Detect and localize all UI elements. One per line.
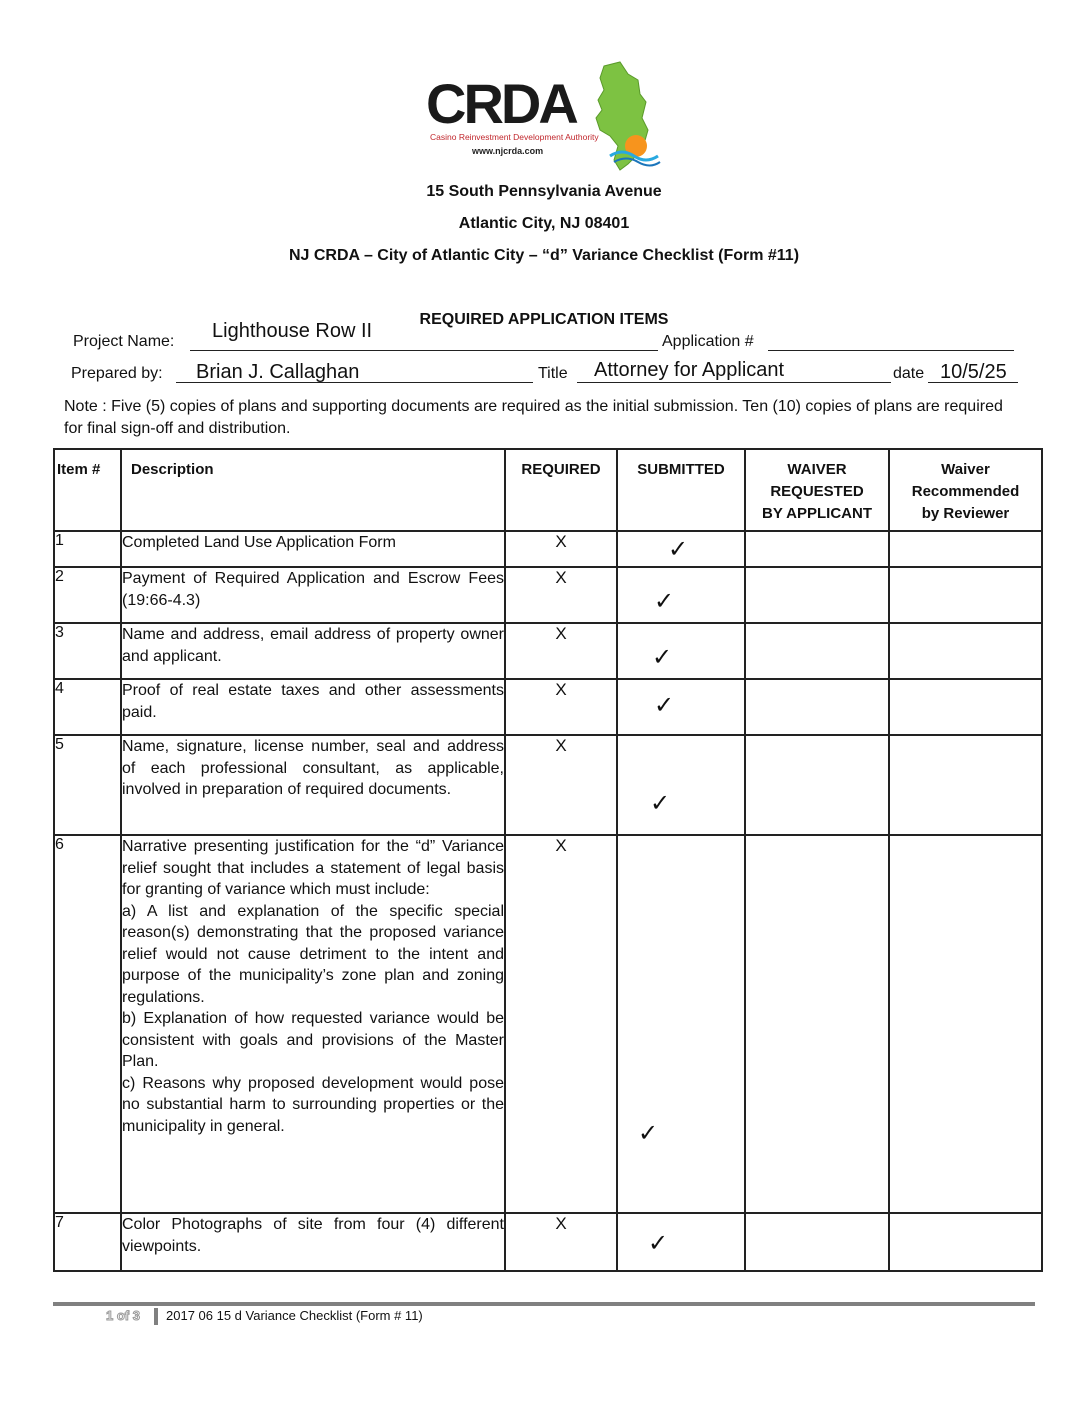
header-description: Description <box>121 449 505 531</box>
project-name-underline <box>190 350 658 351</box>
application-number-label: Application # <box>662 333 754 350</box>
title-label: Title <box>538 365 568 382</box>
submitted-cell[interactable] <box>617 531 745 567</box>
table-row <box>54 531 1042 567</box>
item-description: Proof of real estate taxes and other assessments paid. <box>121 679 505 735</box>
item-number: 5 <box>54 735 121 835</box>
required-mark: X <box>505 623 617 679</box>
address-line-2: Atlantic City, NJ 08401 <box>458 215 630 232</box>
waiver-requested-cell[interactable] <box>745 835 889 1213</box>
application-number-underline <box>768 350 1014 351</box>
waiver-requested-cell[interactable] <box>745 1213 889 1271</box>
required-mark: X <box>505 567 617 623</box>
header-item: Item # <box>54 449 121 531</box>
checkmark-icon: ✓ <box>654 692 675 719</box>
header-waiver-recommended: Waiver Recommended by Reviewer <box>889 449 1042 531</box>
project-name-label: Project Name: <box>73 333 175 350</box>
form-title: NJ CRDA – City of Atlantic City – “d” Variance Checklist (Form #11) <box>288 247 800 264</box>
waiver-requested-cell[interactable] <box>745 623 889 679</box>
item-description-sub-a: a) A list and explanation of the specific special reason(s) demonstrating that the proposed variance relief would not cause detriment to the intent and purpose of the municipality’s zone plan and zoning regulations. <box>122 902 504 1006</box>
waiver-recommended-cell[interactable] <box>889 679 1042 735</box>
header-required: REQUIRED <box>505 449 617 531</box>
item-number: 6 <box>54 835 121 1213</box>
item-number: 7 <box>54 1213 121 1271</box>
table-row <box>54 567 1042 623</box>
logo-subtitle: Casino Reinvestment Development Authority <box>430 132 599 142</box>
item-number: 3 <box>54 623 121 679</box>
address-line-1: 15 South Pennsylvania Avenue <box>426 183 662 200</box>
prepared-by-label: Prepared by: <box>71 365 163 382</box>
date-field[interactable]: 10/5/25 <box>940 361 1007 383</box>
table-row <box>54 835 1042 1213</box>
title-field[interactable]: Attorney for Applicant <box>594 359 785 381</box>
item-description: Completed Land Use Application Form <box>121 531 505 567</box>
footer-separator <box>154 1308 158 1325</box>
table-row <box>54 623 1042 679</box>
required-mark: X <box>505 835 617 1213</box>
footer-divider <box>53 1302 1035 1306</box>
table-row <box>54 679 1042 735</box>
page-indicator: 1 of 3 <box>106 1308 140 1323</box>
checkmark-icon: ✓ <box>650 790 671 817</box>
item-description: Name and address, email address of property owner and applicant. <box>121 623 505 679</box>
checklist-table <box>53 448 1043 1272</box>
item-number: 4 <box>54 679 121 735</box>
date-label: date <box>893 365 925 382</box>
logo-wordmark: CRDA <box>426 72 576 135</box>
submitted-cell[interactable] <box>617 1213 745 1271</box>
checkmark-icon: ✓ <box>652 644 673 671</box>
title-underline <box>577 382 891 383</box>
submitted-cell[interactable] <box>617 835 745 1213</box>
waiver-recommended-cell[interactable] <box>889 1213 1042 1271</box>
waiver-recommended-cell[interactable] <box>889 835 1042 1213</box>
prepared-by-field[interactable]: Brian J. Callaghan <box>196 361 360 383</box>
submitted-cell[interactable] <box>617 623 745 679</box>
waiver-recommended-cell[interactable] <box>889 623 1042 679</box>
section-title: REQUIRED APPLICATION ITEMS <box>419 311 669 328</box>
waiver-requested-cell[interactable] <box>745 567 889 623</box>
table-row <box>54 735 1042 835</box>
item-description: Color Photographs of site from four (4) different viewpoints. <box>121 1213 505 1271</box>
required-mark: X <box>505 679 617 735</box>
footer-document-name: 2017 06 15 d Variance Checklist (Form # 11) <box>166 1308 423 1323</box>
waiver-recommended-cell[interactable] <box>889 531 1042 567</box>
required-mark: X <box>505 1213 617 1271</box>
submitted-cell[interactable] <box>617 567 745 623</box>
item-number: 1 <box>54 531 121 567</box>
waiver-requested-cell[interactable] <box>745 531 889 567</box>
item-description-sub-b: b) Explanation of how requested variance would be consistent with goals and provisions of the Master Plan. <box>122 1010 504 1070</box>
table-header-row <box>54 449 1042 531</box>
table-row <box>54 1213 1042 1271</box>
item-description: Payment of Required Application and Escrow Fees (19:66-4.3) <box>121 567 505 623</box>
required-mark: X <box>505 531 617 567</box>
waiver-recommended-cell[interactable] <box>889 735 1042 835</box>
checkmark-icon: ✓ <box>654 588 675 615</box>
header-waiver-requested: WAIVER REQUESTED BY APPLICANT <box>745 449 889 531</box>
waiver-recommended-cell[interactable] <box>889 567 1042 623</box>
submission-note: Note : Five (5) copies of plans and supporting documents are required as the initial submission. Ten (10) copies of plans are required for final sign-off and distribution. <box>64 398 1003 437</box>
checkmark-icon: ✓ <box>638 1120 659 1147</box>
submitted-cell[interactable] <box>617 679 745 735</box>
checkmark-icon: ✓ <box>648 1230 669 1257</box>
project-name-field[interactable]: Lighthouse Row II <box>212 320 373 342</box>
item-description-intro: Narrative presenting justification for the “d” Variance relief sought that includes a statement of legal basis for granting of variance which must include: <box>122 838 504 898</box>
item-description: Name, signature, license number, seal and address of each professional consultant, as applicable, involved in preparation of required documents. <box>121 735 505 835</box>
waiver-requested-cell[interactable] <box>745 679 889 735</box>
item-description-sub-c: c) Reasons why proposed development would pose no substantial harm to surrounding properties or the municipality in general. <box>122 1074 504 1135</box>
item-number: 2 <box>54 567 121 623</box>
checkmark-icon: ✓ <box>668 536 689 563</box>
required-mark: X <box>505 735 617 835</box>
item-description <box>121 835 505 1213</box>
header-submitted: SUBMITTED <box>617 449 745 531</box>
submitted-cell[interactable] <box>617 735 745 835</box>
waiver-requested-cell[interactable] <box>745 735 889 835</box>
logo-url: www.njcrda.com <box>472 146 544 156</box>
